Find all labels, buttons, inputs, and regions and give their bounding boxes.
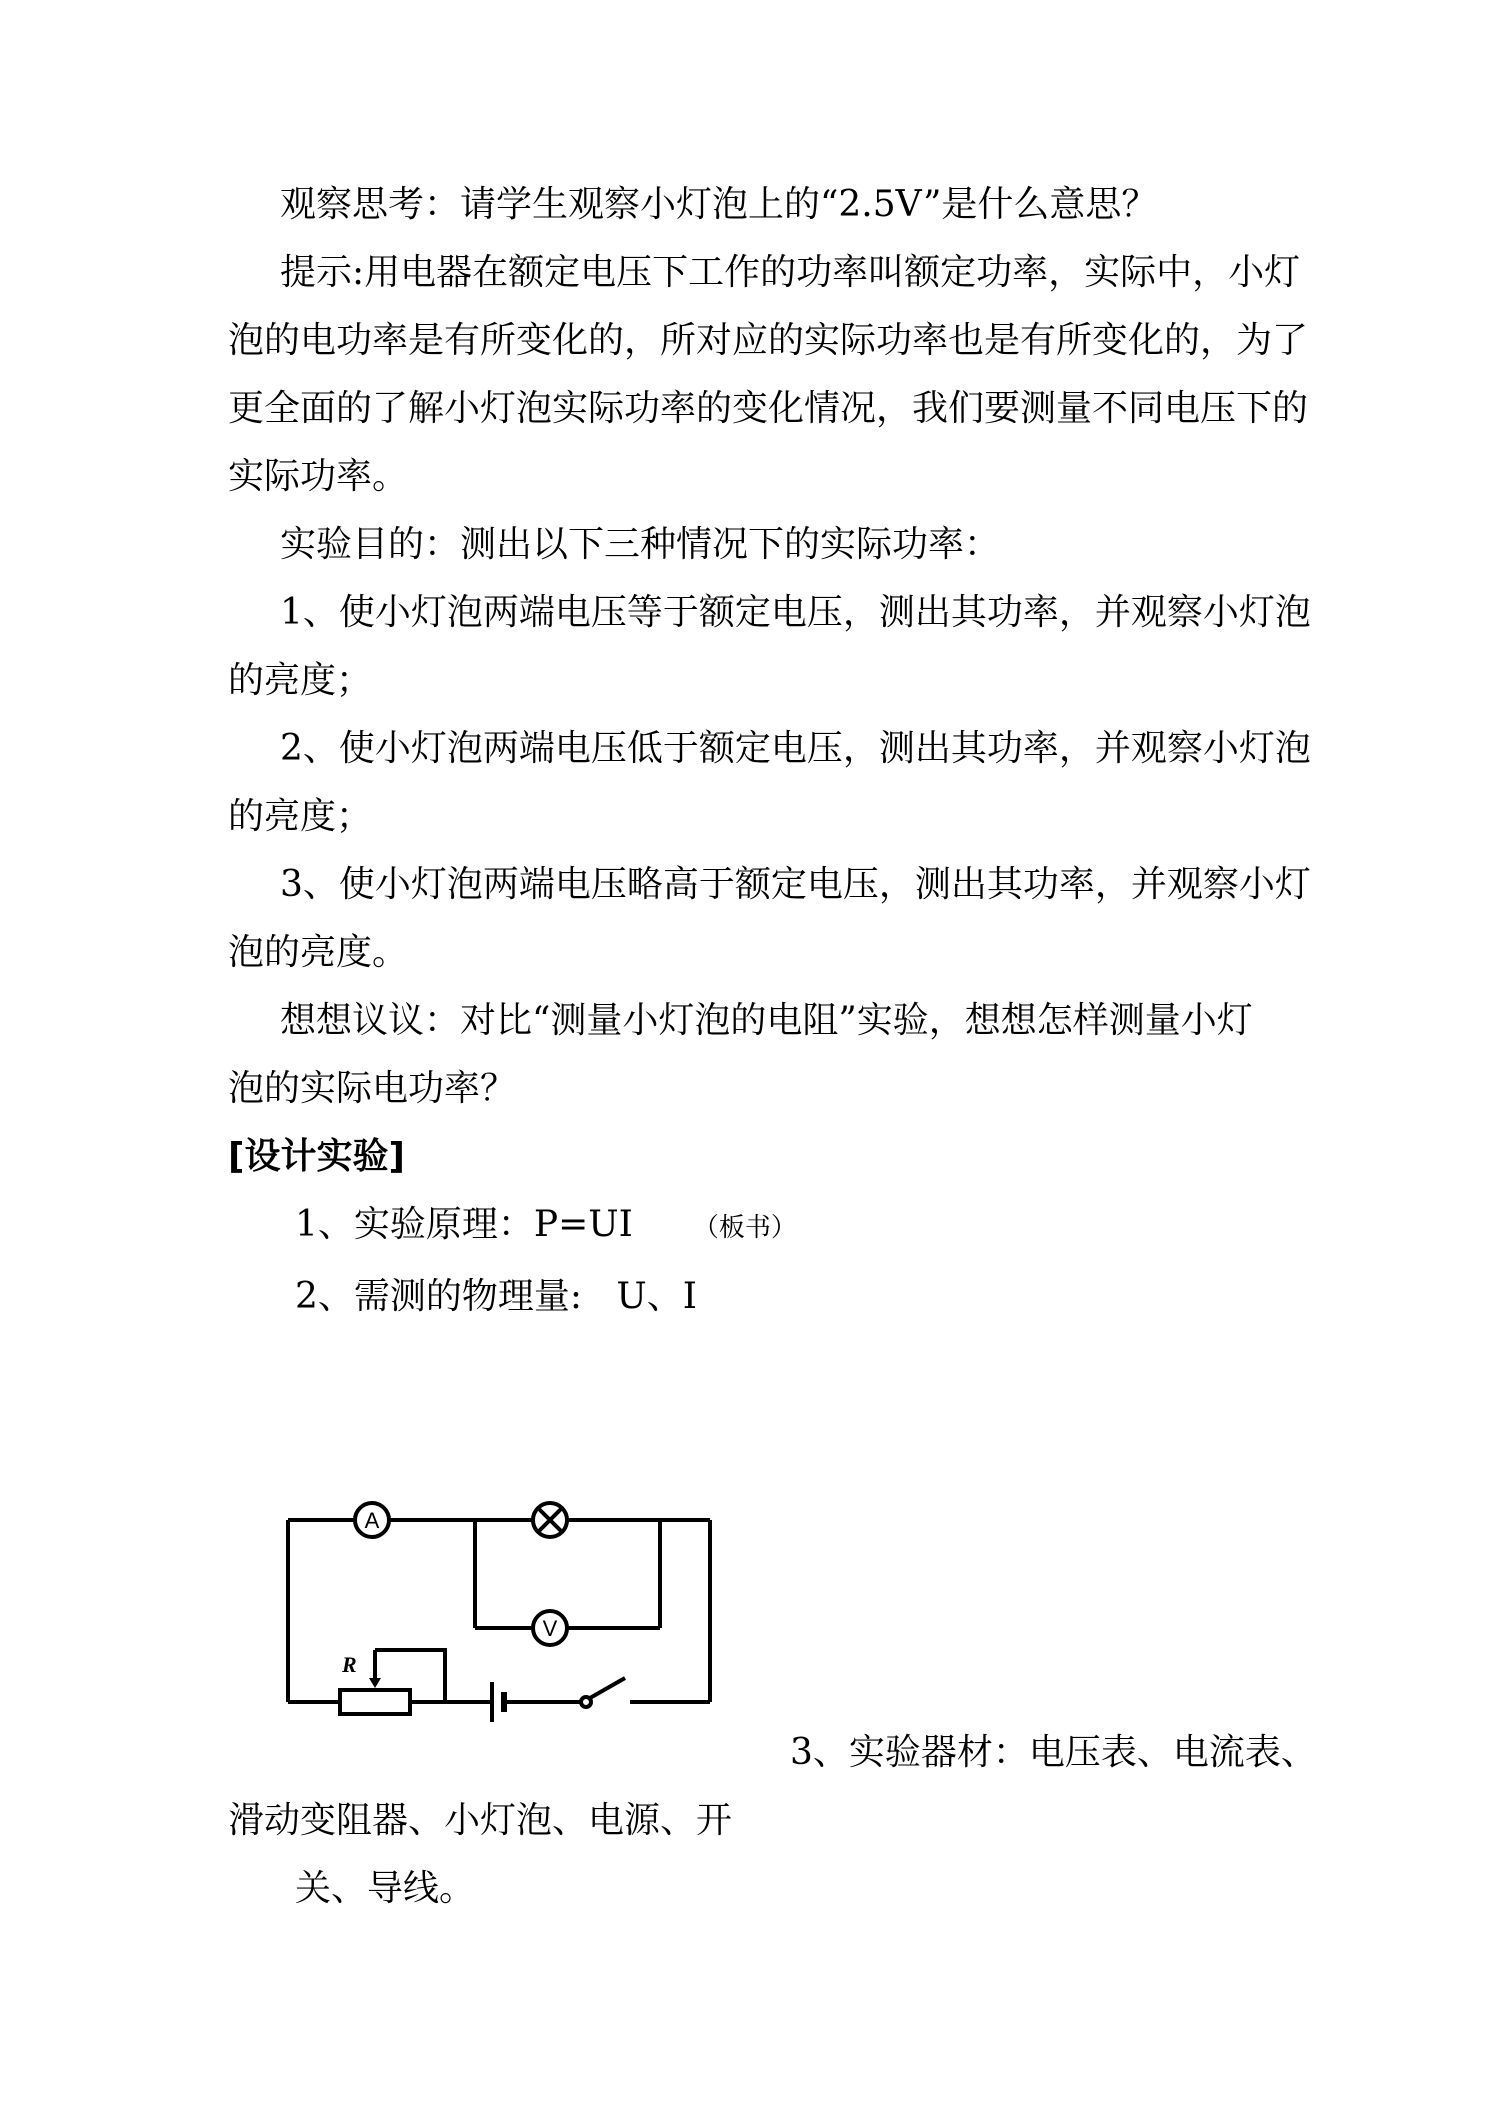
voltmeter-label: V [542,1616,558,1641]
item3-line-b: 泡的亮度。 [228,932,409,973]
switch-lever [590,1678,625,1698]
observe-paragraph: 观察思考：请学生观察小灯泡上的“2.5V”是什么意思？ [280,184,1158,225]
principle-text: 1、实验原理：P=UI [295,1204,633,1245]
think-line-b: 泡的实际电功率？ [228,1068,517,1109]
design-heading: [设计实验] [228,1136,405,1177]
hint-line-2: 泡的电功率是有所变化的，所对应的实际功率也是有所变化的，为了 [228,320,1309,361]
equipment-line-a: 3、实验器材：电压表、电流表、 [790,1732,1317,1773]
quantities-line: 2、需测的物理量: U、I [295,1276,697,1317]
hint-line-4: 实际功率。 [228,456,409,497]
principle-note: （板书） [692,1213,797,1243]
ammeter-label: A [364,1508,380,1533]
hint-line-3: 更全面的了解小灯泡实际功率的变化情况，我们要测量不同电压下的 [228,388,1309,429]
item2-line-b: 的亮度； [228,796,373,837]
equipment-line-c: 关、导线。 [295,1868,476,1909]
principle-line [295,1190,1335,1260]
rheostat-body [340,1690,410,1714]
item2-line-a: 2、使小灯泡两端电压低于额定电压，测出其功率，并观察小灯泡 [280,728,1311,769]
switch-contact [581,1697,591,1707]
item1-line-b: 的亮度； [228,660,373,701]
think-line-a: 想想议议：对比“测量小灯泡的电阻”实验，想想怎样测量小灯 [280,1000,1253,1041]
hint-line-1: 提示:用电器在额定电压下工作的功率叫额定功率，实际中，小灯 [280,252,1301,293]
rheostat-arrow [369,1678,381,1688]
purpose-line: 实验目的：测出以下三种情况下的实际功率： [280,524,1001,565]
rheostat-label: R [342,1652,357,1677]
item1-line-a: 1、使小灯泡两端电压等于额定电压，测出其功率，并观察小灯泡 [280,592,1311,633]
item3-line-a: 3、使小灯泡两端电压略高于额定电压，测出其功率，并观察小灯 [280,864,1311,905]
equipment-line-b: 滑动变阻器、小灯泡、电源、开 [228,1800,733,1841]
circuit-diagram [270,1440,730,1740]
